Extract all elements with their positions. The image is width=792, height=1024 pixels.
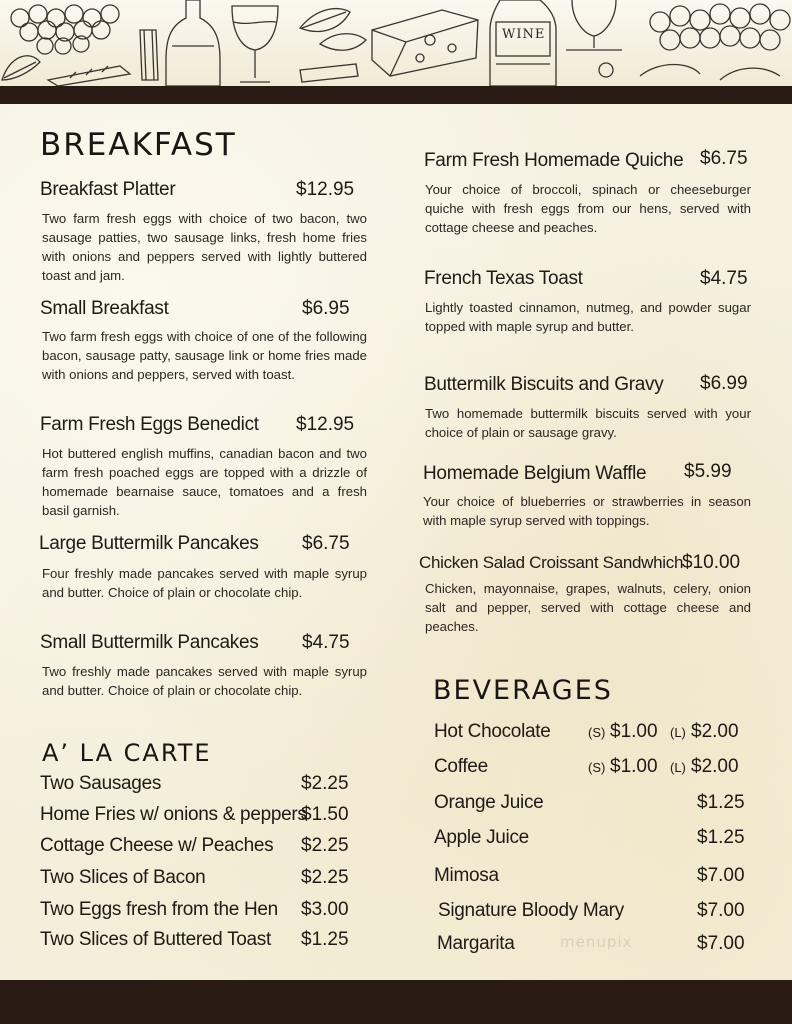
menu-item-price: $12.95 bbox=[296, 414, 355, 435]
beverage-price: $7.00 bbox=[697, 865, 745, 886]
menu-item-name: French Texas Toast bbox=[424, 268, 583, 289]
menu-item-price: $6.75 bbox=[700, 148, 748, 169]
size-label-small: (S) bbox=[588, 760, 606, 775]
menu-item-description: Two homemade buttermilk biscuits served with your choice of plain or sausage gravy. bbox=[425, 406, 751, 440]
menu-item-price: $6.95 bbox=[302, 298, 350, 319]
menu-item-name: Homemade Belgium Waffle bbox=[423, 463, 647, 484]
menu-item-description: Lightly toasted cinnamon, nutmeg, and powder sugar topped with maple syrup and butter. bbox=[425, 300, 751, 334]
menu-item-description: Hot buttered english muffins, canadian bacon and two farm fresh poached eggs are topped with a drizzle of homemade bearnaise sauce, tomatoes and a fresh basil garnish. bbox=[42, 446, 367, 518]
beverage-price: $1.25 bbox=[697, 792, 745, 813]
bread-icon bbox=[48, 66, 130, 86]
a-la-carte-item-name: Cottage Cheese w/ Peaches bbox=[40, 835, 274, 856]
grape-icon bbox=[599, 63, 613, 77]
menu-item-price: $10.00 bbox=[682, 552, 741, 573]
a-la-carte-item-price: $2.25 bbox=[301, 835, 349, 856]
wine-glass-icon bbox=[232, 6, 278, 82]
menu-item-price: $6.99 bbox=[700, 373, 748, 394]
watermark: menupix bbox=[560, 933, 633, 951]
menu-item-price: $6.75 bbox=[302, 533, 350, 554]
menu-item-name: Breakfast Platter bbox=[40, 179, 176, 200]
menu-item-name: Farm Fresh Eggs Benedict bbox=[40, 414, 259, 435]
menu-item-name: Large Buttermilk Pancakes bbox=[39, 533, 259, 554]
size-label-small: (S) bbox=[588, 725, 606, 740]
beverage-name: Apple Juice bbox=[434, 827, 529, 848]
beverages-heading: BEVERAGES bbox=[433, 675, 613, 706]
a-la-carte-heading: A’ LA CARTE bbox=[42, 739, 212, 767]
menu-item-description: Two freshly made pancakes served with maple syrup and butter. Choice of plain or chocolate chip. bbox=[42, 664, 367, 698]
beverage-name: Margarita bbox=[437, 933, 515, 954]
a-la-carte-item-name: Two Sausages bbox=[40, 773, 162, 794]
beverage-name: Orange Juice bbox=[434, 792, 544, 813]
menu-item-name: Small Buttermilk Pancakes bbox=[40, 632, 259, 653]
cinnamon-icon bbox=[140, 30, 158, 80]
menu-item-price: $5.99 bbox=[684, 461, 732, 482]
wine-bottle-icon bbox=[490, 0, 556, 86]
a-la-carte-item-name: Two Eggs fresh from the Hen bbox=[40, 899, 278, 920]
beverage-price-large: $2.00 bbox=[691, 721, 739, 742]
menu-item-name: Small Breakfast bbox=[40, 298, 169, 319]
a-la-carte-item-price: $2.25 bbox=[301, 867, 349, 888]
menu-item-description: Chicken, mayonnaise, grapes, walnuts, celery, onion salt and pepper, served with cottage cheese and peaches. bbox=[425, 581, 751, 634]
menu-item-name: Buttermilk Biscuits and Gravy bbox=[424, 374, 664, 395]
beverage-name: Hot Chocolate bbox=[434, 721, 551, 742]
menu-item-price: $12.95 bbox=[296, 179, 355, 200]
a-la-carte-item-price: $1.25 bbox=[301, 929, 349, 950]
beverage-price: $7.00 bbox=[697, 900, 745, 921]
menu-item-description: Two farm fresh eggs with choice of one of the following bacon, sausage patty, sausage link or home fries made with onions and peppers, served with toast. bbox=[42, 329, 367, 382]
a-la-carte-item-price: $3.00 bbox=[301, 899, 349, 920]
beverage-name: Coffee bbox=[434, 756, 488, 777]
menu-item-description: Your choice of blueberries or strawberries in season with maple syrup served with toppings. bbox=[423, 494, 751, 528]
menu-item-price: $4.75 bbox=[700, 268, 748, 289]
menu-item-price: $4.75 bbox=[302, 632, 350, 653]
beverage-price: $1.25 bbox=[697, 827, 745, 848]
wine-glass-icon bbox=[572, 0, 616, 36]
a-la-carte-item-name: Two Slices of Bacon bbox=[40, 867, 206, 888]
menu-item-description: Four freshly made pancakes served with maple syrup and butter. Choice of plain or chocolate chip. bbox=[42, 566, 367, 600]
breakfast-heading: BREAKFAST bbox=[40, 127, 237, 163]
top-band bbox=[0, 86, 792, 104]
size-label-large: (L) bbox=[670, 760, 686, 775]
a-la-carte-item-name: Home Fries w/ onions & peppers bbox=[40, 804, 307, 825]
bottle-label: WINE bbox=[502, 27, 546, 42]
beverage-name: Signature Bloody Mary bbox=[438, 900, 624, 921]
size-label-large: (L) bbox=[670, 725, 686, 740]
menu-item-name: Farm Fresh Homemade Quiche bbox=[424, 150, 684, 171]
a-la-carte-item-price: $1.50 bbox=[301, 804, 349, 825]
a-la-carte-item-price: $2.25 bbox=[301, 773, 349, 794]
bottle-icon bbox=[166, 0, 220, 86]
beverage-name: Mimosa bbox=[434, 865, 499, 886]
grapes-icon bbox=[11, 5, 119, 54]
header-illustration bbox=[0, 0, 792, 86]
menu-item-description: Your choice of broccoli, spinach or cheeseburger quiche with fresh eggs from our hens, served with cottage cheese and peaches. bbox=[425, 182, 751, 235]
beverage-price-large: $2.00 bbox=[691, 756, 739, 777]
beverage-price-small: $1.00 bbox=[610, 756, 658, 777]
beverage-price: $7.00 bbox=[697, 933, 745, 954]
menu-item-name: Chicken Salad Croissant Sandwhich bbox=[419, 553, 684, 572]
cheese-icon bbox=[372, 10, 478, 76]
a-la-carte-item-name: Two Slices of Buttered Toast bbox=[40, 929, 271, 950]
beverage-price-small: $1.00 bbox=[610, 721, 658, 742]
bottom-band bbox=[0, 980, 792, 1024]
grapes-icon bbox=[650, 4, 790, 50]
menu-item-description: Two farm fresh eggs with choice of two bacon, two sausage patties, two sausage links, fresh home fries with onions and peppers served with lightly buttered toast and jam. bbox=[42, 211, 367, 283]
